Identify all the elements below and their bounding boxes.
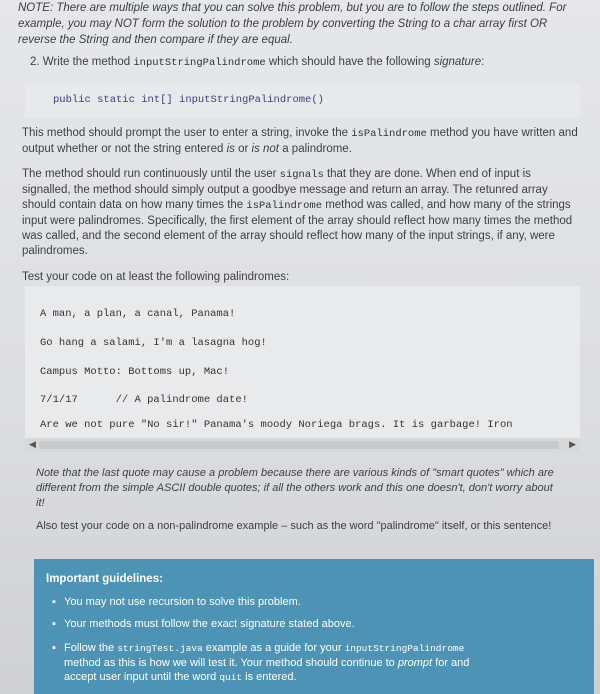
g3-code2: inputStringPalindrome [344, 643, 465, 654]
p1-a: This method should prompt the user to enter a string, invoke the [22, 127, 352, 139]
p2-b: that they are done. When end of input is signalled, the method should simply output a goodbye message and return an array. The retunred array should contain data on how many times the [22, 168, 548, 211]
p2-a: The method should run continuously until the user [22, 168, 280, 180]
palindromes-code-block[interactable] [25, 286, 580, 452]
step2-prefix: 2. Write the method [30, 56, 134, 68]
code-line: A man, a plan, a canal, Panama! [40, 308, 236, 320]
guidelines-title: Important guidelines: [46, 573, 163, 585]
smart-quotes-note: Note that the last quote may cause a problem because there are various kinds of "smart quotes" which are different from the simple ASCII double quotes; if all the others work and this one doesn't, don't worry about it! [36, 467, 554, 509]
g3-code3: quit [219, 672, 243, 683]
step2-signature-word: signature [433, 56, 482, 68]
guideline-item [64, 641, 484, 685]
guideline-item: ▪ You may not use recursion to solve this problem. [64, 595, 484, 609]
g3-d: for and accept user input until the word [64, 657, 470, 683]
code-line: Go hang a salami, I'm a lasagna hog! [40, 337, 267, 349]
note-top: NOTE: There are multiple ways that you can solve this problem, but you are to follow the steps outlined. For example, you may NOT form the solution to the problem by converting the String to a char array first OR reverse the String and then compare if they are equal. [18, 2, 567, 46]
p1-isnot: is not [251, 143, 280, 155]
scroll-thumb[interactable] [39, 441, 559, 449]
p2-c: method was called, and how many of the strings input were palindromes. Specifically, the first element of the array should reflect how many times the method was called, and the second element of the array should reflect how many of the input strings, if any, were palindromes. [22, 199, 573, 257]
paragraph-test: Test your code on at least the following palindromes: [22, 271, 290, 283]
horizontal-scrollbar[interactable] [25, 438, 580, 452]
p1-b: method you have written and output whether or not the string entered [22, 127, 578, 155]
step2-method: inputStringPalindrome [133, 57, 266, 69]
non-palindrome-note: Also test your code on a non-palindrome example – such as the word "palindrome" itself, or this sentence! [36, 520, 552, 532]
g3-c: method as this is how we will test it. Your method should continue to [64, 657, 398, 669]
code-line: Campus Motto: Bottoms up, Mac! [40, 366, 230, 378]
g3-prompt: prompt [397, 657, 433, 669]
paragraph-prompt [22, 126, 582, 157]
p1-c: a palindrome. [279, 143, 352, 155]
g3-e: is entered. [242, 671, 297, 683]
signature-code-block [25, 84, 580, 118]
scroll-left-icon[interactable]: ◀ [29, 439, 36, 449]
p2-code2: isPalindrome [246, 200, 323, 212]
g3-a: Follow the [64, 642, 118, 654]
p1-code: isPalindrome [351, 128, 427, 140]
guidelines-box [34, 559, 594, 694]
p1-is: is [226, 143, 235, 155]
code-line: Are we not pure "No sir!" Panama's moody Noriega brags. It is garbage! Iron [40, 419, 513, 431]
p2-code1: signals [279, 169, 324, 181]
signature-code: public static int[] inputStringPalindrome() [53, 94, 324, 106]
step2-colon: : [481, 56, 485, 68]
guideline-item: ▪ Your methods must follow the exact signature stated above. [64, 617, 484, 631]
g3-b: example as a guide for your [202, 642, 345, 654]
g3-code1: stringTest.java [117, 643, 203, 654]
code-line: 7/1/17 // A palindrome date! [40, 394, 248, 406]
p1-or: or [234, 143, 252, 155]
scroll-right-icon[interactable]: ▶ [569, 439, 576, 449]
step2-suffix: which should have the following [265, 56, 434, 68]
paragraph-continuous [22, 167, 582, 259]
step-2-text [30, 56, 484, 69]
